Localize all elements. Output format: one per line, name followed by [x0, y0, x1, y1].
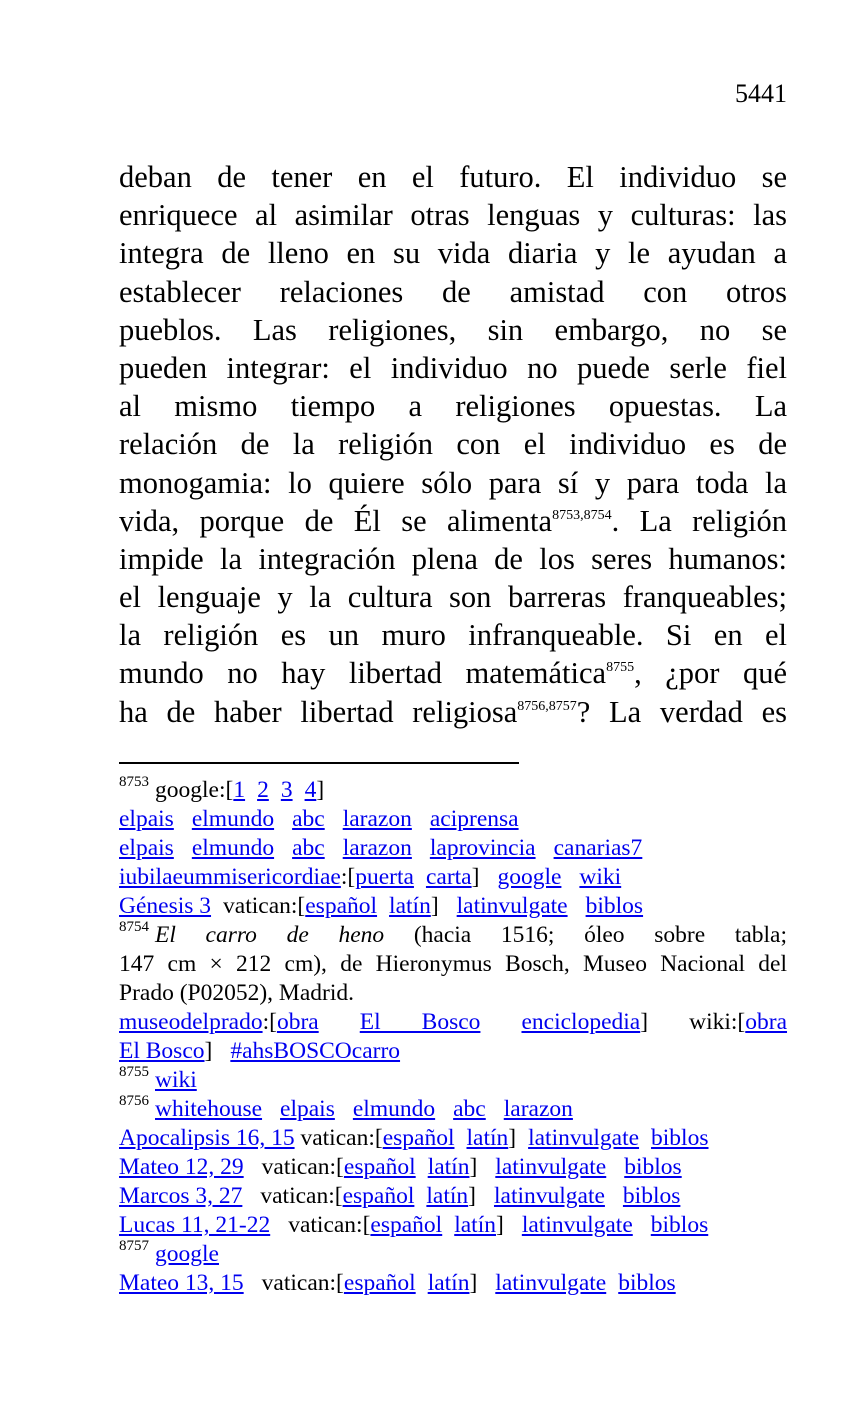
- link-elpais[interactable]: elpais: [119, 835, 174, 861]
- link-elpais[interactable]: elpais: [280, 1096, 335, 1122]
- footnote-divider: [119, 762, 519, 764]
- footnote-8756: [119, 1095, 787, 1124]
- footnote-links-row: [119, 892, 787, 921]
- footnote-text-line: Prado (P02052), Madrid.: [119, 980, 354, 1006]
- link-abc[interactable]: abc: [453, 1096, 486, 1122]
- text-run: , ¿por qué: [634, 656, 787, 691]
- label: vatican:[: [300, 1125, 383, 1151]
- link-genesis-3[interactable]: Génesis 3: [119, 893, 212, 919]
- link-larazon[interactable]: larazon: [342, 806, 412, 832]
- bracket: ]: [204, 1038, 213, 1064]
- link-latin[interactable]: latín: [427, 1154, 470, 1180]
- page-number: 5441: [735, 79, 787, 108]
- link-espanol[interactable]: español: [343, 1270, 416, 1296]
- link-abc[interactable]: abc: [292, 806, 325, 832]
- footnote-links-row: [119, 834, 787, 863]
- text-run: (hacia 1516; óleo sobre tabla;: [384, 922, 788, 948]
- link-el-bosco[interactable]: El Bosco: [359, 1009, 481, 1035]
- link-latin[interactable]: latín: [389, 893, 431, 919]
- body-line: [119, 502, 787, 540]
- text-run: ha de haber libertad religiosa: [119, 694, 518, 729]
- body-line: relación de la religión con el individuo es de: [119, 427, 787, 462]
- link-museodelprado[interactable]: museodelprado: [119, 1009, 263, 1035]
- footnote-links-row: [119, 863, 787, 892]
- label: wiki:[: [689, 1009, 746, 1035]
- link-hashtag-ahsboscocarro[interactable]: #ahsBOSCOcarro: [230, 1038, 401, 1064]
- link-lucas-11-21-22[interactable]: Lucas 11, 21-22: [119, 1212, 271, 1238]
- footnote-links-row: [119, 1124, 787, 1153]
- label: vatican:[: [261, 1154, 344, 1180]
- footnote-8757: [119, 1240, 787, 1269]
- bracket: ]: [508, 1125, 517, 1151]
- link-wiki[interactable]: wiki: [155, 1067, 197, 1093]
- link-elpais[interactable]: elpais: [119, 806, 174, 832]
- body-line: [119, 654, 787, 692]
- link-elmundo[interactable]: elmundo: [352, 1096, 436, 1122]
- body-line: establecer relaciones de amistad con otros: [119, 274, 787, 309]
- body-line: integra de lleno en su vida diaria y le ayudan a: [119, 236, 787, 271]
- footnote-links-row: [119, 1008, 787, 1037]
- link-larazon[interactable]: larazon: [503, 1096, 573, 1122]
- footnote-number: 8757: [119, 1238, 149, 1254]
- bracket: ]: [430, 893, 439, 919]
- link-iubilaeummisericordiae[interactable]: iubilaeummisericordiae: [119, 864, 341, 890]
- link-latinvulgate[interactable]: latinvulgate: [528, 1125, 640, 1151]
- link-latin[interactable]: latín: [427, 1270, 470, 1296]
- link-carta[interactable]: carta: [425, 864, 472, 890]
- footnote-links-row: [119, 805, 787, 834]
- link-biblos[interactable]: biblos: [585, 893, 644, 919]
- link-marcos-3-27[interactable]: Marcos 3, 27: [119, 1183, 243, 1209]
- link-latinvulgate[interactable]: latinvulgate: [521, 1212, 633, 1238]
- body-line: enriquece al asimilar otras lenguas y culturas: las: [119, 198, 787, 233]
- link-google-2[interactable]: 2: [257, 777, 269, 803]
- link-latinvulgate[interactable]: latinvulgate: [493, 1183, 605, 1209]
- body-line: monogamia: lo quiere sólo para sí y para toda la: [119, 465, 787, 500]
- link-latin[interactable]: latín: [426, 1183, 469, 1209]
- link-whitehouse[interactable]: whitehouse: [155, 1096, 263, 1122]
- body-line: [119, 693, 787, 731]
- body-line: la religión es un muro infranqueable. Si en el: [119, 618, 787, 653]
- label: vatican:[: [288, 1212, 371, 1238]
- footnote-8754: [119, 921, 787, 950]
- body-line: al mismo tiempo a religiones opuestas. La: [119, 389, 787, 424]
- bracket: :[: [340, 864, 356, 890]
- link-wiki-obra[interactable]: obra: [745, 1009, 788, 1035]
- footnote-links-row: [119, 1182, 787, 1211]
- link-wiki[interactable]: wiki: [579, 864, 622, 890]
- footnote-number: 8756: [119, 1093, 149, 1109]
- link-biblos[interactable]: biblos: [650, 1212, 709, 1238]
- footnote-ref-8753-8754[interactable]: 8753,8754: [552, 507, 612, 523]
- label: google:[: [155, 777, 234, 803]
- label: vatican:[: [261, 1270, 344, 1296]
- label: vatican:[: [223, 893, 306, 919]
- footnote-number: 8753: [119, 774, 149, 790]
- body-paragraph: [119, 158, 787, 731]
- link-latinvulgate[interactable]: latinvulgate: [495, 1154, 607, 1180]
- link-espanol[interactable]: español: [342, 1183, 415, 1209]
- link-apocalipsis-16-15[interactable]: Apocalipsis 16, 15: [119, 1125, 295, 1151]
- link-elmundo[interactable]: elmundo: [191, 806, 275, 832]
- artwork-title: El carro de heno: [155, 922, 385, 948]
- link-mateo-12-29[interactable]: Mateo 12, 29: [119, 1154, 244, 1180]
- link-enciclopedia[interactable]: enciclopedia: [521, 1009, 641, 1035]
- link-espanol[interactable]: español: [343, 1154, 416, 1180]
- body-line: deban de tener en el futuro. El individuo se: [119, 160, 787, 194]
- footnote-links-row: [119, 1153, 787, 1182]
- link-laprovincia[interactable]: laprovincia: [429, 835, 536, 861]
- footnote-ref-8755[interactable]: 8755: [606, 660, 635, 676]
- footnote-number: 8755: [119, 1064, 149, 1080]
- link-latin[interactable]: latín: [466, 1125, 509, 1151]
- text-run: vida, porque de Él se alimenta: [119, 503, 553, 538]
- body-line: pueblos. Las religiones, sin embargo, no se: [119, 312, 787, 347]
- body-line: pueden integrar: el individuo no puede serle fiel: [119, 350, 787, 385]
- footnotes: [119, 776, 787, 1298]
- link-google[interactable]: google: [497, 864, 562, 890]
- link-google[interactable]: google: [155, 1241, 219, 1267]
- link-latin[interactable]: latín: [454, 1212, 496, 1238]
- link-latinvulgate[interactable]: latinvulgate: [495, 1270, 607, 1296]
- text-run: ? La verdad es: [576, 694, 787, 729]
- body-line: el lenguaje y la cultura son barreras franqueables;: [119, 580, 787, 615]
- text-run: . La religión: [611, 503, 787, 538]
- link-espanol[interactable]: español: [305, 893, 378, 919]
- link-elmundo[interactable]: elmundo: [191, 835, 275, 861]
- footnote-number: 8754: [119, 919, 149, 935]
- bracket: ]: [496, 1212, 504, 1238]
- bracket: ]: [469, 1270, 478, 1296]
- link-canarias7[interactable]: canarias7: [553, 835, 643, 861]
- link-google-4[interactable]: 4: [304, 777, 317, 803]
- link-biblos[interactable]: biblos: [624, 1154, 682, 1180]
- bracket: ]: [316, 777, 325, 803]
- footnote-8753: [119, 776, 787, 805]
- text-run: mundo no hay libertad matemática: [119, 656, 607, 691]
- footnote-links-row: [119, 1037, 787, 1066]
- footnote-links-row: [119, 1269, 787, 1298]
- link-wiki-el-bosco[interactable]: El Bosco: [119, 1038, 205, 1064]
- footnote-text-line: 147 cm × 212 cm), de Hieronymus Bosch, Museo Nacional del: [119, 951, 787, 977]
- footnote-ref-8756-8757[interactable]: 8756,8757: [517, 698, 577, 714]
- link-puerta[interactable]: puerta: [355, 864, 414, 890]
- bracket: :[: [262, 1009, 277, 1035]
- body-line: impide la integración plena de los seres humanos:: [119, 541, 787, 576]
- link-latinvulgate[interactable]: latinvulgate: [456, 893, 568, 919]
- link-google-1[interactable]: 1: [233, 777, 246, 803]
- link-larazon[interactable]: larazon: [342, 835, 412, 861]
- link-biblos[interactable]: biblos: [618, 1270, 676, 1296]
- link-espanol[interactable]: español: [370, 1212, 443, 1238]
- bracket: ]: [471, 864, 480, 890]
- link-biblos[interactable]: biblos: [651, 1125, 709, 1151]
- link-abc[interactable]: abc: [292, 835, 325, 861]
- footnote-8755: [119, 1066, 787, 1095]
- link-mateo-13-15[interactable]: Mateo 13, 15: [119, 1270, 244, 1296]
- link-espanol[interactable]: español: [382, 1125, 455, 1151]
- label: vatican:[: [260, 1183, 343, 1209]
- link-obra[interactable]: obra: [276, 1009, 319, 1035]
- footnote-links-row: [119, 1211, 787, 1240]
- link-aciprensa[interactable]: aciprensa: [429, 806, 519, 832]
- bracket: ]: [640, 1009, 649, 1035]
- link-google-3[interactable]: 3: [280, 777, 293, 803]
- bracket: ]: [469, 1154, 478, 1180]
- bracket: ]: [468, 1183, 476, 1209]
- link-biblos[interactable]: biblos: [622, 1183, 681, 1209]
